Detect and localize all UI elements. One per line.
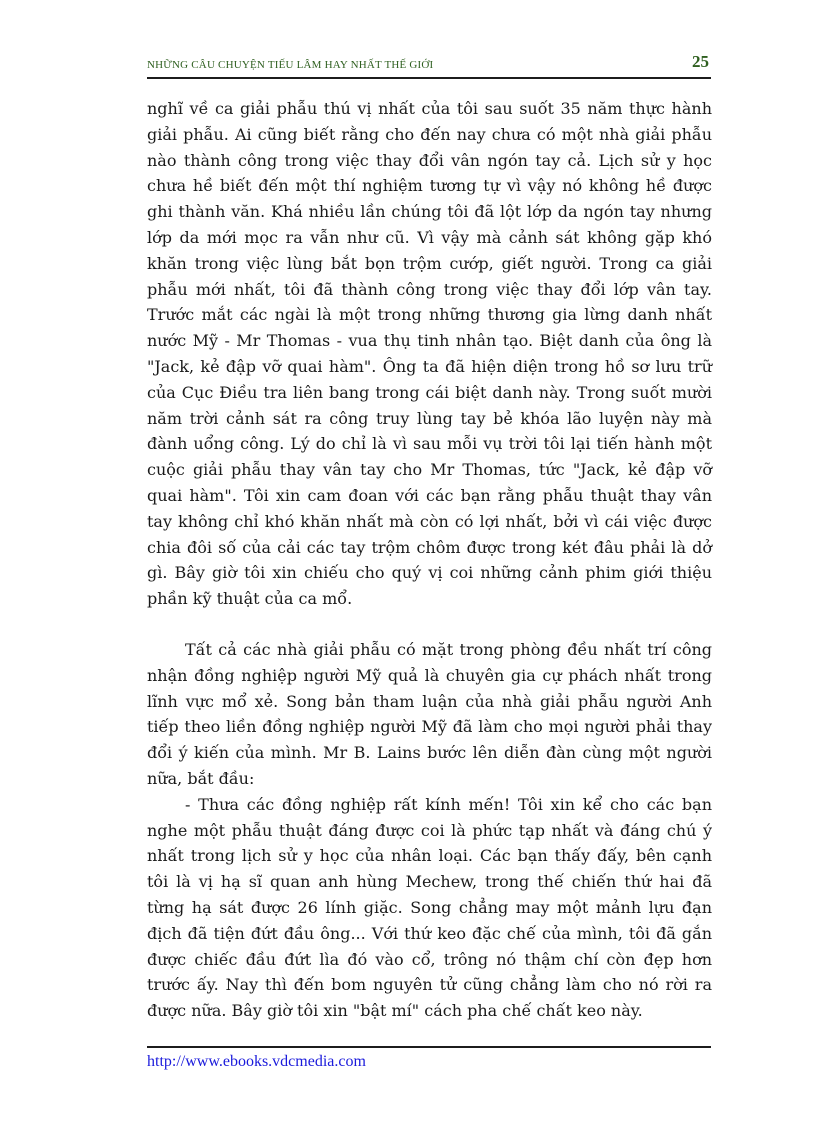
body-text [147, 96, 712, 1024]
paragraph-3: - Thưa các đồng nghiệp rất kính mến! Tôi xin kể cho các bạn nghe một phẫu thuật đáng được coi là phức tạp nhất và đáng chú ý nhất trong lịch sử y học của nhân loại. Các bạn thấy đấy, bên cạnh tôi là vị hạ sĩ quan anh hùng Mechew, trong thế chiến thứ hai đã từng hạ sát được 26 lính giặc. Song chẳng may một mảnh lựu đạn địch đã tiện đứt đầu ông... Với thứ keo đặc chế của mình, tôi đã gắn được chiếc đầu đứt lìa đó vào cổ, trông nó thậm chí còn đẹp hơn trước ấy. Nay thì đến bom nguyên tử cũng chẳng làm cho nó rời ra được nữa. Bây giờ tôi xin "bật mí" cách pha chế chất keo này. [147, 794, 712, 1021]
running-header [147, 52, 711, 76]
paragraph-1: nghĩ về ca giải phẫu thú vị nhất của tôi sau suốt 35 năm thực hành giải phẫu. Ai cũng biết rằng cho đến nay chưa có một nhà giải phẫu nào thành công trong việc thay đổi vân ngón tay cả. Lịch sử y học chưa hề biết đến một thí nghiệm tương tự vì vậy nó không hề được ghi thành văn. Khá nhiều lần chúng tôi đã lột lớp da ngón tay nhưng lớp da mới mọc ra vẫn như cũ. Vì vậy mà cảnh sát không gặp khó khăn trong việc lùng bắt bọn trộm cướp, giết người. Trong ca giải phẫu mới nhất, tôi đã thành công trong việc thay đổi lớp vân tay. Trước mắt các ngài là một trong những thương gia lừng danh nhất nước Mỹ - Mr Thomas - vua thụ tinh nhân tạo. Biệt danh của ông là "Jack, kẻ đập vỡ quai hàm". Ông ta đã hiện diện trong hồ sơ lưu trữ của Cục Điều tra liên bang trong cái biệt danh này. Trong suốt mười năm trời cảnh sát ra công truy lùng tay bẻ khóa lão luyện này mà đành uổng công. Lý do chỉ là vì sau mỗi vụ trời tôi lại tiến hành một cuộc giải phẫu thay vân tay cho Mr Thomas, tức "Jack, kẻ đập vỡ quai hàm". Tôi xin cam đoan với các bạn rằng phẫu thuật thay vân tay không chỉ khó khăn nhất mà còn có lợi nhất, bởi vì cái việc được chia đôi số của cải các tay trộm chôm được trong két đâu phải là dở gì. Bây giờ tôi xin chiếu cho quý vị coi những cảnh phim giới thiệu phần kỹ thuật của ca mổ. [147, 99, 712, 609]
footer-website-link[interactable]: http://www.ebooks.vdcmedia.com [147, 1053, 366, 1070]
header-divider [147, 77, 711, 79]
header-book-title: NHỮNG CÂU CHUYỆN TIẾU LÂM HAY NHẤT THẾ GIỚI [147, 59, 434, 71]
page-number: 25 [692, 52, 709, 71]
paragraph-2: Tất cả các nhà giải phẫu có mặt trong phòng đều nhất trí công nhận đồng nghiệp người Mỹ quả là chuyên gia cự phách nhất trong lĩnh vực mổ xẻ. Song bản tham luận của nhà giải phẫu người Anh tiếp theo liền đồng nghiệp người Mỹ đã làm cho mọi người phải thay đổi ý kiến của mình. Mr B. Lains bước lên diễn đàn cùng một người nữa, bắt đầu: [147, 639, 712, 788]
footer-divider [147, 1046, 711, 1048]
